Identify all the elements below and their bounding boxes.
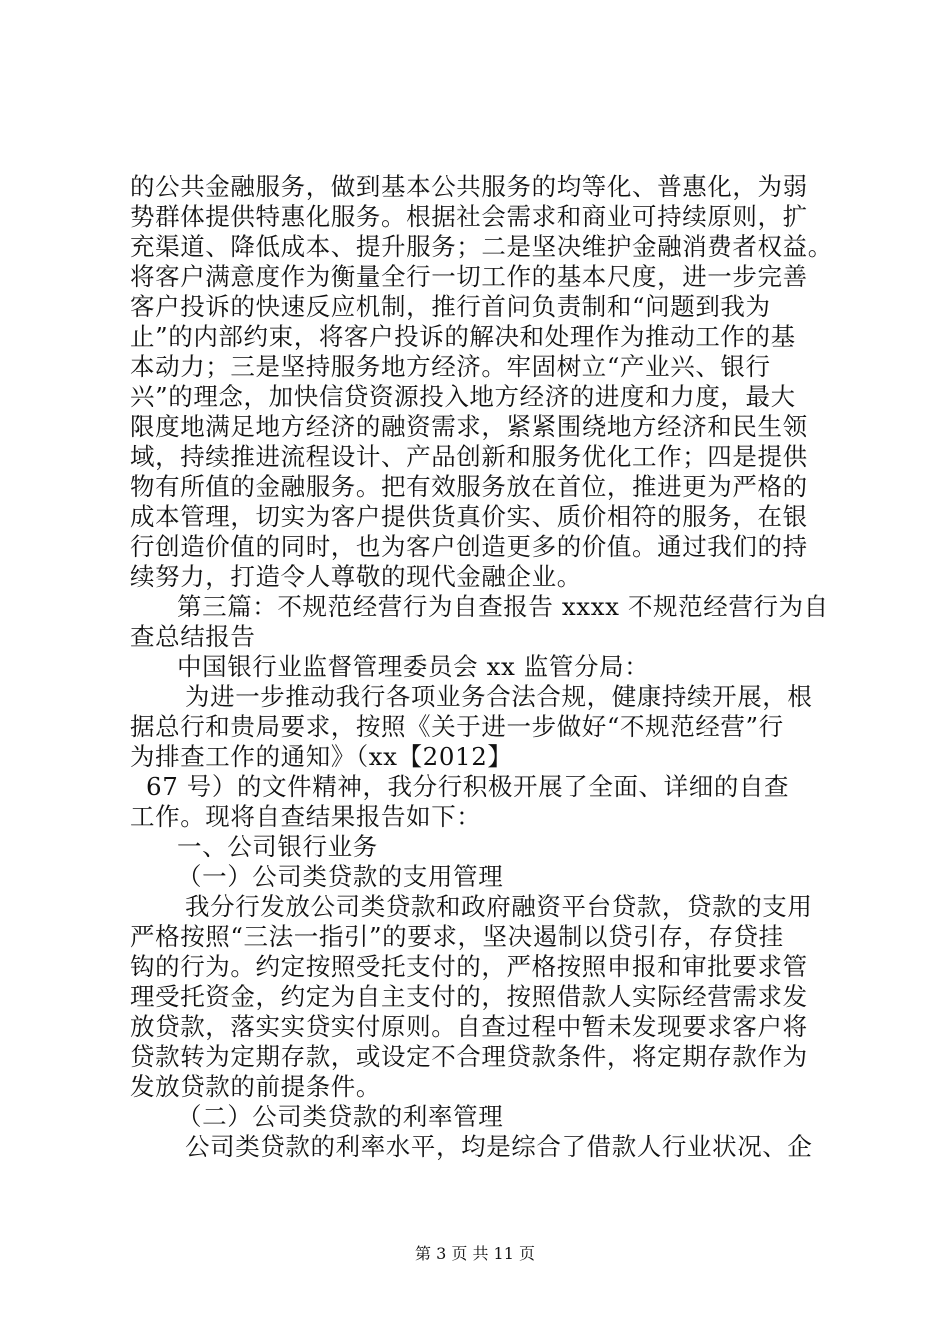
text-line: 充渠道、降低成本、提升服务；二是坚决维护金融消费者权益。	[130, 232, 833, 261]
text-line: 客户投诉的快速反应机制，推行首问负责制和“问题到我为	[130, 292, 771, 321]
text-line: 物有所值的金融服务。把有效服务放在首位，推进更为严格的	[130, 472, 808, 501]
text-line: 我分行发放公司类贷款和政府融资平台贷款，贷款的支用	[185, 892, 813, 921]
text-line: 为进一步推动我行各项业务合法合规，健康持续开展，根	[185, 682, 813, 711]
text-line: 67 号）的文件精神，我分行积极开展了全面、详细的自查	[146, 772, 790, 801]
text-line: 贷款转为定期存款，或设定不合理贷款条件，将定期存款作为	[130, 1042, 808, 1071]
subsection-heading: （一）公司类贷款的支用管理	[177, 862, 504, 891]
text-line: 严格按照“三法一指引”的要求，坚决遏制以贷引存，存贷挂	[130, 922, 784, 951]
page-footer: 第 3 页 共 11 页	[415, 1244, 535, 1263]
text-line: 工作。现将自查结果报告如下：	[130, 802, 482, 831]
text-line: 域，持续推进流程设计、产品创新和服务优化工作；四是提供	[130, 442, 808, 471]
text-line: 本动力；三是坚持服务地方经济。牢固树立“产业兴、银行	[130, 352, 771, 381]
text-line: 行创造价值的同时，也为客户创造更多的价值。通过我们的持	[130, 532, 808, 561]
subsection-heading: 一、公司银行业务	[177, 832, 378, 861]
text-line: 兴”的理念，加快信贷资源投入地方经济的进度和力度，最大	[130, 382, 796, 411]
text-line: 钩的行为。约定按照受托支付的，严格按照申报和审批要求管	[130, 952, 808, 981]
text-line: 查总结报告	[130, 622, 256, 651]
text-line: 理受托资金，约定为自主支付的，按照借款人实际经营需求发	[130, 982, 808, 1011]
text-line: 据总行和贵局要求，按照《关于进一步做好“不规范经营”行	[130, 712, 784, 741]
text-line: 续努力，打造令人尊敬的现代金融企业。	[130, 562, 582, 591]
text-line: 公司类贷款的利率水平，均是综合了借款人行业状况、企	[185, 1132, 813, 1161]
text-line: 成本管理，切实为客户提供货真价实、质价相符的服务，在银	[130, 502, 808, 531]
text-line: 的公共金融服务，做到基本公共服务的均等化、普惠化，为弱	[130, 172, 808, 201]
text-line: 止”的内部约束，将客户投诉的解决和处理作为推动工作的基	[130, 322, 796, 351]
text-line: 限度地满足地方经济的融资需求，紧紧围绕地方经济和民生领	[130, 412, 808, 441]
text-line: 放贷款，落实实贷实付原则。自查过程中暂未发现要求客户将	[130, 1012, 808, 1041]
body-text	[130, 172, 833, 1162]
text-line: 势群体提供特惠化服务。根据社会需求和商业可持续原则，扩	[130, 202, 808, 231]
subsection-heading: （二）公司类贷款的利率管理	[177, 1102, 504, 1131]
addressee-line: 中国银行业监督管理委员会 xx 监管分局：	[177, 652, 650, 681]
text-line: 将客户满意度作为衡量全行一切工作的基本尺度，进一步完善	[130, 262, 808, 291]
section-heading: 第三篇：不规范经营行为自查报告 xxxx 不规范经营行为自	[177, 592, 829, 621]
text-line: 发放贷款的前提条件。	[130, 1072, 381, 1101]
text-line: 为排查工作的通知》（xx【2012】	[130, 742, 513, 771]
